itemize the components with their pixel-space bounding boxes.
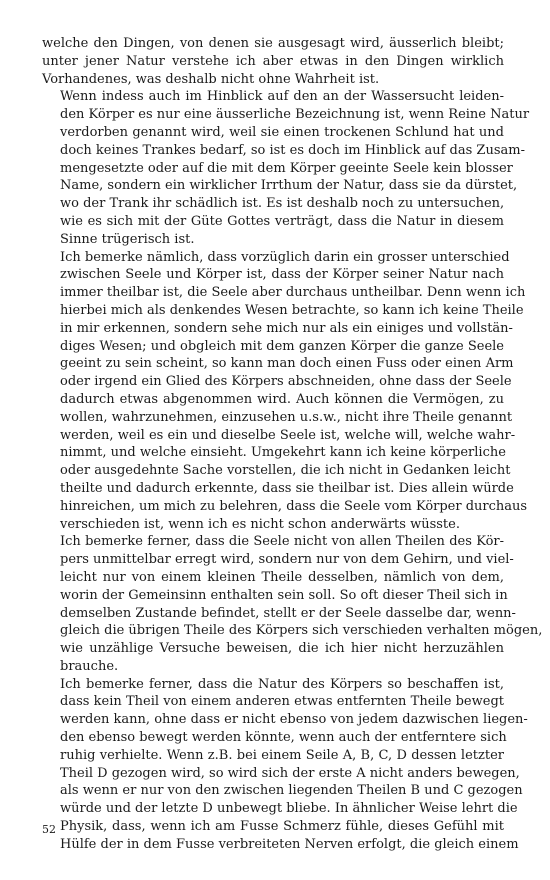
text-line: Sinne trügerisch ist. [60, 231, 195, 247]
text-line: in mir erkennen, sondern sehe mich nur als ein einiges und vollstän- [60, 320, 513, 336]
text-line: Vorhandenes, was deshalb nicht ohne Wahrheit ist. [42, 71, 380, 87]
text-line: Ich bemerke ferner, dass die Natur des Körpers so beschaffen ist, [60, 676, 504, 692]
text-line: mengesetzte oder auf die mit dem Körper geeinte Seele kein blosser [60, 160, 513, 176]
text-line: immer theilbar ist, die Seele aber durchaus untheilbar. Denn wenn ich [60, 285, 526, 301]
text-line: Hülfe der in dem Fusse verbreiteten Nerven erfolgt, die gleich einem [60, 836, 519, 852]
text-line: demselben Zustande befindet, stellt er der Seele dasselbe dar, wenn- [60, 605, 516, 621]
text-line: diges Wesen; und obgleich mit dem ganzen Körper die ganze Seele [60, 338, 504, 354]
text-line: leicht nur von einem kleinen Theile desselben, nämlich von dem, [60, 569, 504, 585]
text-line: geeint zu sein scheint, so kann man doch einen Fuss oder einen Arm [60, 356, 514, 372]
text-line: welche den Dingen, von denen sie ausgesagt wird, äusserlich bleibt; [42, 36, 504, 51]
paragraph [42, 249, 528, 534]
text-line: würde und der letzte D unbewegt bliebe. In ähnlicher Weise lehrt die [60, 801, 518, 817]
text-line: Ich bemerke ferner, dass die Seele nicht von allen Theilen des Kör- [60, 534, 504, 550]
text-line: verdorben genannt wird, weil sie einen trockenen Schlund hat und [60, 124, 504, 140]
paragraph [42, 88, 530, 248]
text-line: theilte und dadurch erkennte, dass sie theilbar ist. Dies allein würde [60, 480, 514, 496]
text-line: hierbei mich als denkendes Wesen betrachte, so kann ich keine Theile [60, 302, 524, 318]
text-line: Ich bemerke nämlich, dass vorzüglich darin ein grosser unterschied [60, 249, 510, 265]
text-line: brauche. [60, 658, 119, 674]
text-line: worin der Gemeinsinn enthalten sein soll. So oft dieser Theil sich in [60, 587, 508, 603]
page-number: 52 [42, 823, 56, 836]
text-line: unter jener Natur verstehe ich aber etwas in den Dingen wirklich [42, 53, 504, 69]
text-line: pers unmittelbar erregt wird, sondern nur von dem Gehirn, und viel- [60, 552, 514, 568]
text-line: wie unzählige Versuche beweisen, die ich hier nicht herzuzählen [60, 641, 504, 657]
text-line: Name, sondern ein wirklicher Irrthum der Natur, dass sie da dürstet, [60, 178, 518, 194]
text-line: doch keines Trankes bedarf, so ist es doch im Hinblick auf das Zusam- [60, 142, 525, 158]
text-line: gleich die übrigen Theile des Körpers sich verschieden verhalten mögen, [60, 623, 543, 639]
text-line: nimmt, und welche einsieht. Umgekehrt kann ich keine körperliche [60, 445, 506, 461]
paragraph [42, 35, 504, 88]
text-line: wie es sich mit der Güte Gottes verträgt, dass die Natur in diesem [60, 213, 504, 229]
text-line: zwischen Seele und Körper ist, dass der Körper seiner Natur nach [60, 267, 504, 283]
text-line: wollen, wahrzunehmen, einzusehen u.s.w., nicht ihre Theile genannt [60, 409, 513, 425]
text-line: oder irgend ein Glied des Körpers abschneiden, ohne dass der Seele [60, 374, 512, 390]
text-line: werden kann, ohne dass er nicht ebenso von jedem dazwischen liegen- [60, 712, 528, 728]
paragraph [42, 533, 543, 675]
text-line: dadurch etwas abgenommen wird. Auch können die Vermögen, zu [60, 391, 504, 407]
text-line: Wenn indess auch im Hinblick auf den an der Wassersucht leiden- [60, 89, 504, 105]
text-line: oder ausgedehnte Sache vorstellen, die ich nicht in Gedanken leicht [60, 463, 511, 479]
text-line: den ebenso bewegt werden könnte, wenn auch der entferntere sich [60, 730, 507, 746]
text-line: als wenn er nur von den zwischen liegenden Theilen B und C gezogen [60, 783, 523, 799]
text-line: wo der Trank ihr schädlich ist. Es ist deshalb noch zu untersuchen, [60, 196, 505, 212]
text-line: dass kein Theil von einem anderen etwas entfernten Theile bewegt [60, 694, 504, 710]
text-line: hinreichen, um mich zu belehren, dass die Seele vom Körper durchaus [60, 498, 528, 514]
text-line: werden, weil es ein und dieselbe Seele ist, welche will, welche wahr- [60, 427, 516, 443]
text-line: Theil D gezogen wird, so wird sich der erste A nicht anders bewegen, [60, 765, 520, 781]
text-line: ruhig verhielte. Wenn z.B. bei einem Seile A, B, C, D dessen letzter [60, 747, 504, 763]
paragraph [42, 676, 528, 854]
text-line: den Körper es nur eine äusserliche Bezeichnung ist, wenn Reine Natur [60, 107, 530, 123]
text-line: verschieden ist, wenn ich es nicht schon anderwärts wüsste. [60, 516, 460, 532]
body-text [42, 35, 543, 854]
text-line: Physik, dass, wenn ich am Fusse Schmerz fühle, dieses Gefühl mit [60, 819, 504, 835]
